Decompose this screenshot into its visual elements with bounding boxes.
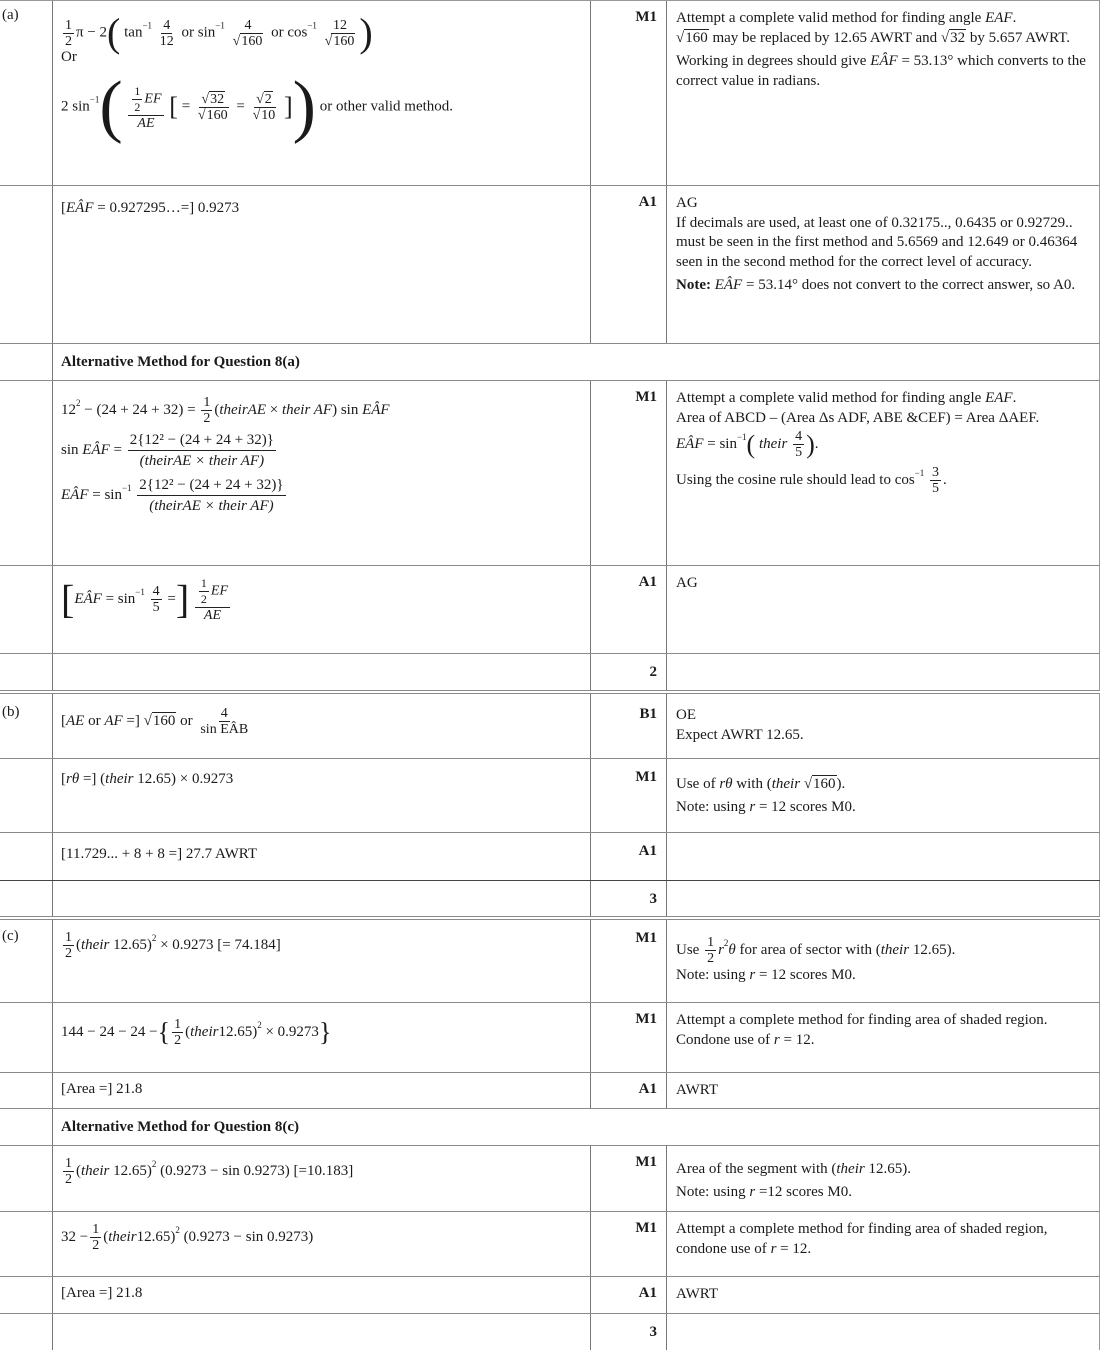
table-row	[0, 880, 1100, 916]
guidance-cell: Use $\frac{1}{2}$ $r^2\theta$ for area of sector with (their 12.65). Note: using r = 12 scores M0.	[666, 920, 1100, 1002]
table-row	[0, 916, 1100, 1002]
mark-cell: B1	[590, 694, 666, 758]
mark-cell: A1	[590, 186, 666, 343]
mark-cell: M1	[590, 1146, 666, 1211]
table-row	[0, 1313, 1100, 1350]
part-label-c: (c)	[2, 928, 19, 944]
or-label: Or	[61, 49, 77, 65]
total-marks: 3	[590, 1314, 666, 1350]
table-row	[0, 565, 1100, 653]
working-cell: $\frac{1}{2}$ (their 12.65)$^2$ × 0.9273 [= 74.184]	[52, 920, 590, 1002]
table-row	[0, 1211, 1100, 1276]
guidance-cell: AWRT	[666, 1277, 1100, 1313]
working-cell: [Area =] 21.8	[52, 1073, 590, 1108]
table-row	[0, 832, 1100, 880]
working-cell: [11.729... + 8 + 8 =] 27.7 AWRT	[52, 833, 590, 880]
table-row	[0, 1072, 1100, 1108]
table-row	[0, 1276, 1100, 1313]
guidance-cell	[666, 833, 1100, 880]
guidance-cell: AG If decimals are used, at least one of 0.32175.., 0.6435 or 0.92729.. must be seen in the first method and 5.6569 and 12.649 or 0.46364 seen in the second method for the correct level of accuracy. Note: EÂF = 53.14° does not convert to the correct answer, so A0.	[666, 186, 1100, 343]
total-marks: 3	[590, 881, 666, 916]
table-row	[0, 0, 1100, 185]
working-cell: [rθ =] (their 12.65) × 0.9273	[52, 759, 590, 832]
mark-cell: A1	[590, 1073, 666, 1108]
mark-cell: M1	[590, 1212, 666, 1276]
table-row	[0, 653, 1100, 690]
guidance-cell: Attempt a complete method for finding area of shaded region, condone use of r = 12.	[666, 1212, 1100, 1276]
guidance-cell: Use of rθ with (their √160). Note: using r = 12 scores M0.	[666, 759, 1100, 832]
table-row	[0, 185, 1100, 343]
mark-cell: A1	[590, 566, 666, 653]
guidance-cell: AG	[666, 566, 1100, 653]
table-row	[0, 343, 1100, 380]
working-cell: $\frac{1}{2}$ (their 12.65)$^2$ (0.9273 − sin 0.9273) [=10.183]	[52, 1146, 590, 1211]
mark-cell: M1	[590, 920, 666, 1002]
mark-cell: M1	[590, 1003, 666, 1072]
working-cell: [AE or AF =] √160 or $\frac{4}{\text{sin EÂB}}$	[52, 694, 590, 758]
mark-cell: A1	[590, 1277, 666, 1313]
guidance-cell: OE Expect AWRT 12.65.	[666, 694, 1100, 758]
guidance-cell: Attempt a complete valid method for finding angle EAF. √160 may be replaced by 12.65 AWRT and √32 by 5.657 AWRT. Working in degrees should give EÂF = 53.13° which converts to the correct value in radians.	[666, 1, 1100, 185]
table-row	[0, 1145, 1100, 1211]
working-cell: $\frac{1}{2}$ π − 2( $\tan^{-1}$ $\frac{4}{12}$ or $\sin^{-1}$ $\frac{4}{√160}$ or $\cos^{-1}$ $\frac{12}{√160}$ ) Or 2 $\sin^{-1}$( $\frac{1}{2}$ EF AE [ = $\frac{√32}{√160}$ = $\frac{√2}{√10}$ ]) or other valid method.	[52, 1, 590, 185]
part-label-b: (b)	[2, 704, 20, 720]
alternative-method-heading: Alternative Method for Question 8(c)	[52, 1109, 1100, 1145]
working-cell: $12^2 - (24 + 24 + 32)$ = $\frac{1}{2}$ (theirAE × their AF) sin EÂF sin EÂF = $\frac{\text{2\{12² − (24 + 24 + 32)\}}}{\text{(theirAE × their AF)}}$ EÂF = $\sin^{-1}$ $\frac{\text{2\{12² − (24 + 24 + 32)\}}}{\text{(theirAE × their AF)}}$	[52, 381, 590, 565]
table-row	[0, 758, 1100, 832]
table-row	[0, 690, 1100, 758]
total-marks: 2	[590, 654, 666, 690]
guidance-cell: Area of the segment with (their 12.65). Note: using r =12 scores M0.	[666, 1146, 1100, 1211]
mark-cell: M1	[590, 381, 666, 565]
part-label-a: (a)	[2, 7, 19, 23]
working-cell: [EÂF = $\sin^{-1}$ $\frac{4}{5}$ =] $\frac{1}{2}$ EF AE	[52, 566, 590, 653]
table-row	[0, 380, 1100, 565]
table-row	[0, 1108, 1100, 1145]
working-cell: 144 − 24 − 24 −{ $\frac{1}{2}$ (their12.65)$^2$ × 0.9273}	[52, 1003, 590, 1072]
guidance-cell: AWRT	[666, 1073, 1100, 1108]
working-cell: [EÂF = 0.927295…=] 0.9273	[52, 186, 590, 343]
mark-cell: A1	[590, 833, 666, 880]
alternative-method-heading: Alternative Method for Question 8(a)	[52, 344, 1100, 380]
mark-cell: M1	[590, 1, 666, 185]
guidance-cell: Attempt a complete method for finding area of shaded region. Condone use of r = 12.	[666, 1003, 1100, 1072]
mark-cell: M1	[590, 759, 666, 832]
working-cell: 32 − $\frac{1}{2}$ (their12.65)$^2$ (0.9273 − sin 0.9273)	[52, 1212, 590, 1276]
working-cell: [Area =] 21.8	[52, 1277, 590, 1313]
guidance-cell: Attempt a complete valid method for finding angle EAF. Area of ABCD – (Area Δs ADF, ABE &CEF) = Area ΔAEF. EÂF = $\sin^{-1}$( their $\frac{4}{5}$ ). Using the cosine rule should lead to $\cos^{-1}$ $\frac{3}{5}$ .	[666, 381, 1100, 565]
fraction: $\frac{1}{2}$	[65, 17, 72, 49]
table-row	[0, 1002, 1100, 1072]
